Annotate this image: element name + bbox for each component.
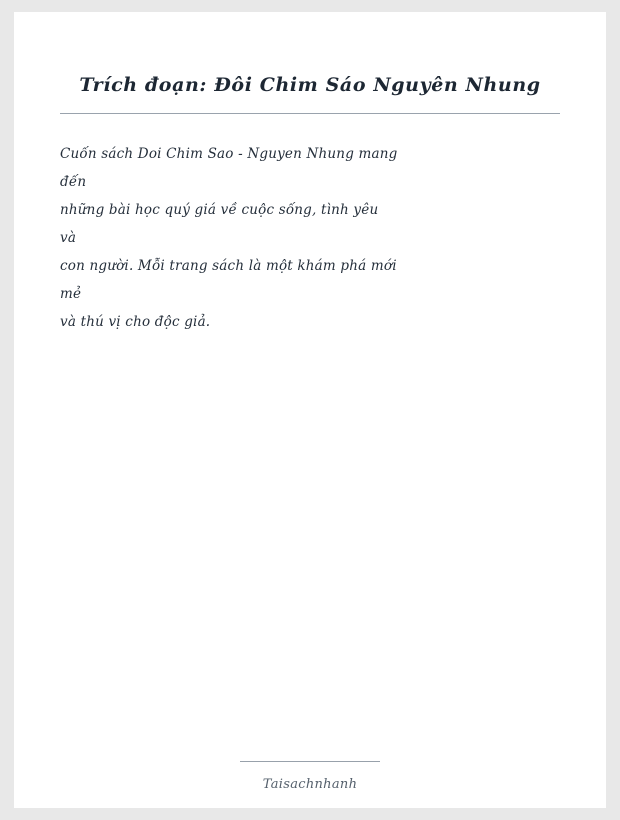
body-line: những bài học quý giá về cuộc sống, tình yêu	[60, 202, 379, 218]
body-line: và	[60, 230, 77, 246]
body-line: Cuốn sách Doi Chim Sao - Nguyen Nhung mang	[60, 146, 398, 162]
body-line: mẻ	[60, 286, 82, 302]
document-body	[60, 140, 560, 336]
body-line: và thú vị cho độc giả.	[60, 314, 211, 330]
title-divider	[60, 113, 560, 114]
page-title: Trích đoạn: Đôi Chim Sáo Nguyên Nhung	[79, 74, 541, 96]
footer-divider	[240, 761, 380, 762]
body-line: con người. Mỗi trang sách là một khám phá mới	[60, 258, 397, 274]
footer-label: Taisachnhanh	[262, 777, 358, 792]
body-line: đến	[60, 174, 87, 190]
document-content	[14, 12, 606, 808]
document-page	[14, 12, 606, 808]
